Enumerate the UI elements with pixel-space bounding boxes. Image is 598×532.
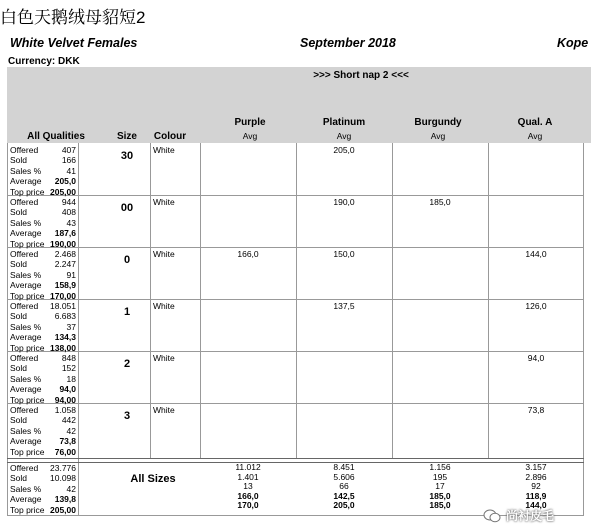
row-size: 30 — [120, 150, 134, 162]
stat-value: 76,00 — [54, 446, 76, 457]
stat-value: 152 — [61, 363, 76, 374]
stat-label: Sold — [10, 207, 28, 218]
cell-qual-a: 126,0 — [525, 301, 547, 311]
stat-label: Average — [10, 280, 42, 291]
total-value: 185,0 — [429, 490, 451, 501]
row-size: 3 — [123, 410, 131, 422]
stat-label: Sold — [10, 473, 28, 484]
grid-line — [488, 143, 489, 458]
wechat-icon — [483, 509, 501, 523]
stat-label: Offered — [10, 197, 39, 207]
stat-label: Average — [10, 436, 42, 447]
report-location: Kope — [557, 36, 589, 50]
stat-label: Offered — [10, 301, 39, 311]
stat-value: 73,8 — [59, 436, 76, 447]
cell-burgundy: 185,0 — [429, 197, 451, 207]
grid-line — [296, 143, 297, 458]
grid-line — [78, 143, 79, 516]
stat-value: 442 — [61, 415, 76, 426]
row-size: 1 — [123, 306, 131, 318]
stat-value: 944 — [61, 197, 76, 207]
col-purple: Purple — [234, 117, 266, 128]
totals-platinum — [314, 463, 374, 511]
stat-label: Offered — [10, 463, 39, 473]
stat-label: Top price — [10, 290, 45, 301]
stat-label: Sales % — [10, 321, 42, 332]
stat-label: Sold — [10, 311, 28, 322]
total-value: 11.012 — [235, 462, 261, 472]
stat-label: Average — [10, 332, 42, 343]
row-stats — [10, 145, 76, 197]
col-burgundy: Burgundy — [414, 117, 462, 128]
stat-label: Sales % — [10, 269, 42, 280]
row-colour: White — [153, 249, 175, 259]
watermark — [483, 507, 554, 524]
total-value: 66 — [339, 481, 349, 492]
row-size: 2 — [123, 358, 131, 370]
total-value: 3.157 — [525, 462, 547, 472]
grid-line — [7, 458, 584, 459]
stat-value: 187,6 — [54, 228, 76, 239]
grid-line — [200, 143, 201, 458]
stat-value: 42 — [66, 425, 76, 436]
stat-value: 2.468 — [54, 249, 76, 259]
stat-label: Offered — [10, 405, 39, 415]
stat-value: 205,00 — [50, 504, 76, 515]
stat-label: Average — [10, 494, 42, 505]
stat-value: 205,0 — [54, 176, 76, 187]
stat-label: Sales % — [10, 425, 42, 436]
stat-value: 170,00 — [50, 290, 76, 301]
total-value: 118,9 — [525, 490, 547, 501]
cell-qual-a: 94,0 — [527, 353, 545, 363]
row-stats — [10, 249, 76, 301]
stat-value: 2.247 — [54, 259, 76, 270]
cell-platinum: 190,0 — [333, 197, 355, 207]
stat-label: Top price — [10, 504, 45, 515]
col-burgundy-avg: Avg — [430, 131, 446, 141]
image-caption: 白色天鹅绒母貂短2 — [0, 8, 146, 27]
stat-value: 94,0 — [59, 384, 76, 395]
totals-stats — [10, 463, 76, 515]
stat-value: 190,00 — [50, 238, 76, 249]
row-stats — [10, 301, 76, 353]
row-size: 0 — [123, 254, 131, 266]
stat-label: Sales % — [10, 165, 42, 176]
total-value: 142,5 — [333, 490, 355, 501]
stat-label: Top price — [10, 238, 45, 249]
stat-value: 134,3 — [54, 332, 76, 343]
grid-line — [7, 462, 584, 463]
stat-label: Top price — [10, 394, 45, 405]
col-platinum-avg: Avg — [336, 131, 352, 141]
total-value: 5.606 — [333, 471, 355, 482]
total-value: 205,0 — [333, 500, 355, 511]
stat-value: 42 — [66, 483, 76, 494]
row-stats — [10, 405, 76, 457]
col-qual-a-avg: Avg — [527, 131, 543, 141]
total-value: 17 — [435, 481, 445, 492]
stat-label: Sales % — [10, 483, 42, 494]
stat-label: Average — [10, 228, 42, 239]
col-size: Size — [116, 131, 137, 142]
stat-value: 158,9 — [54, 280, 76, 291]
total-value: 166,0 — [237, 490, 259, 501]
stat-value: 166 — [61, 155, 76, 166]
cell-qual-a: 144,0 — [525, 249, 547, 259]
stat-label: Sold — [10, 155, 28, 166]
cell-platinum: 150,0 — [333, 249, 355, 259]
stat-value: 205,00 — [50, 186, 76, 197]
col-platinum: Platinum — [322, 117, 366, 128]
stat-value: 408 — [61, 207, 76, 218]
stat-value: 43 — [66, 217, 76, 228]
stat-label: Average — [10, 176, 42, 187]
stat-label: Average — [10, 384, 42, 395]
total-value: 92 — [531, 481, 541, 492]
row-stats — [10, 353, 76, 405]
col-all-qualities: All Qualities — [27, 131, 85, 142]
total-value: 195 — [432, 471, 448, 482]
total-value: 2.896 — [525, 471, 547, 482]
stat-value: 41 — [66, 165, 76, 176]
row-colour: White — [153, 301, 175, 311]
stat-label: Offered — [10, 249, 39, 259]
totals-qual-a — [506, 463, 566, 511]
stat-label: Sold — [10, 259, 28, 270]
total-value: 1.401 — [237, 471, 259, 482]
grid-line — [7, 143, 8, 516]
grid-line — [7, 403, 584, 404]
stat-label: Top price — [10, 186, 45, 197]
stat-label: Sold — [10, 363, 28, 374]
stat-value: 1.058 — [54, 405, 76, 415]
stat-value: 23.776 — [50, 463, 76, 473]
currency-label: Currency: DKK — [8, 56, 80, 67]
stat-value: 18.051 — [50, 301, 76, 311]
stat-label: Offered — [10, 353, 39, 363]
stat-value: 94,00 — [54, 394, 76, 405]
row-colour: White — [153, 197, 175, 207]
stat-value: 139,8 — [54, 494, 76, 505]
grid-line — [583, 143, 584, 516]
row-colour: White — [153, 353, 175, 363]
stat-value: 6.683 — [54, 311, 76, 322]
col-purple-avg: Avg — [242, 131, 258, 141]
stat-label: Offered — [10, 145, 39, 155]
cell-purple: 166,0 — [237, 249, 259, 259]
report-date: September 2018 — [300, 36, 396, 50]
grid-line — [150, 143, 151, 458]
stat-value: 37 — [66, 321, 76, 332]
row-colour: White — [153, 405, 175, 415]
cell-platinum: 205,0 — [333, 145, 355, 155]
total-value: 170,0 — [237, 500, 259, 511]
total-value: 144,0 — [525, 500, 547, 511]
stat-value: 10.098 — [50, 473, 76, 484]
cell-platinum: 137,5 — [333, 301, 355, 311]
grid-line — [7, 351, 584, 352]
row-stats — [10, 197, 76, 249]
grid-line — [7, 299, 584, 300]
cell-qual-a: 73,8 — [527, 405, 545, 415]
grid-line — [392, 143, 393, 458]
stat-value: 407 — [61, 145, 76, 155]
stat-value: 138,00 — [50, 342, 76, 353]
stat-label: Top price — [10, 342, 45, 353]
total-value: 185,0 — [429, 500, 451, 511]
stat-label: Top price — [10, 446, 45, 457]
totals-burgundy — [410, 463, 470, 511]
row-size: 00 — [120, 202, 134, 214]
grid-line — [7, 195, 584, 196]
grid-line — [7, 247, 584, 248]
stat-value: 91 — [66, 269, 76, 280]
totals-purple — [218, 463, 278, 511]
watermark-text: 尚衬皮毛 — [506, 509, 555, 523]
row-colour: White — [153, 145, 175, 155]
stat-label: Sales % — [10, 217, 42, 228]
total-value: 13 — [243, 481, 253, 492]
total-value: 1.156 — [429, 462, 451, 472]
total-value: 8.451 — [333, 462, 355, 472]
stat-value: 848 — [61, 353, 76, 363]
all-sizes-label: All Sizes — [130, 473, 176, 485]
report-title: White Velvet Females — [10, 36, 138, 50]
col-colour: Colour — [153, 131, 187, 142]
stat-label: Sales % — [10, 373, 42, 384]
col-qual-a: Qual. A — [517, 117, 553, 128]
stat-value: 18 — [66, 373, 76, 384]
section-title: >>> Short nap 2 <<< — [313, 70, 409, 81]
stat-label: Sold — [10, 415, 28, 426]
